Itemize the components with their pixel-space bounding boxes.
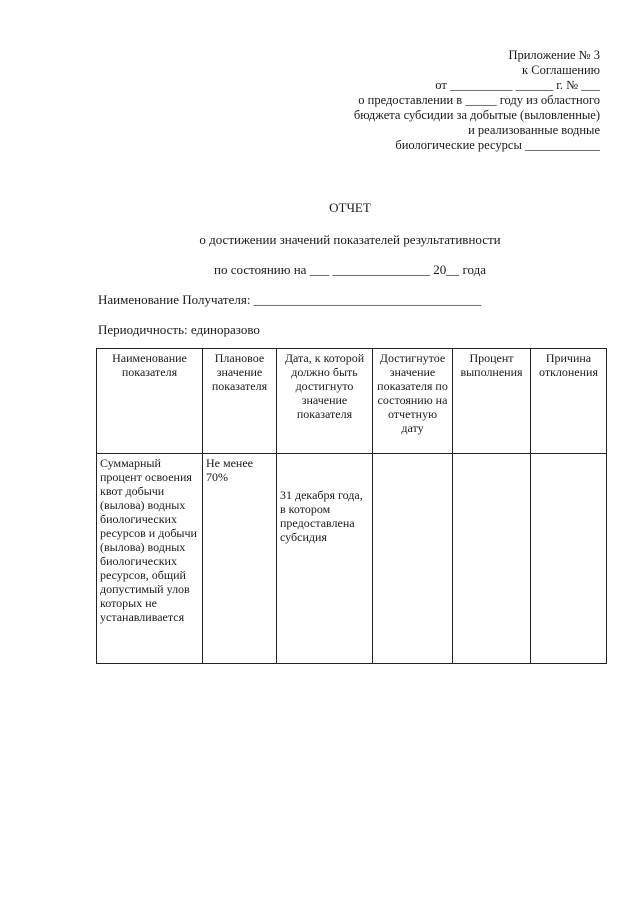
header-line: Приложение № 3 xyxy=(508,48,600,62)
header-line: и реализованные водные xyxy=(468,123,600,137)
cell-planned-value: Не менее 70% xyxy=(203,454,277,664)
cell-target-date xyxy=(277,454,373,664)
report-as-of-date: по состоянию на ___ _______________ 20__ года xyxy=(214,262,486,277)
indicators-table xyxy=(96,348,607,664)
report-title: ОТЧЕТ xyxy=(329,200,371,215)
column-header-planned-value: Плановое значение показателя xyxy=(203,349,277,454)
cell-deviation-reason xyxy=(531,454,607,664)
table-row xyxy=(97,454,607,664)
header-line: к Соглашению xyxy=(522,63,600,77)
target-date-text: 31 декабря года, в котором предоставлена субсидия xyxy=(280,488,363,544)
report-subtitle: о достижении значений показателей результативности xyxy=(199,232,501,247)
cell-indicator-name: Суммарный процент освоения квот добычи (вылова) водных биологических ресурсов и добычи (вылова) водных биологических ресурсов, общий допустимый улов которых не устанавливается xyxy=(97,454,203,664)
column-header-achieved-value: Достигнутое значение показателя по состоянию на отчетную дату xyxy=(373,349,453,454)
recipient-name-line: Наименование Получателя: ___________________________________ xyxy=(98,292,482,307)
cell-completion-percent xyxy=(453,454,531,664)
column-header-target-date: Дата, к которой должно быть достигнуто значение показателя xyxy=(277,349,373,454)
column-header-completion-percent: Процент выполнения xyxy=(453,349,531,454)
column-header-indicator-name: Наименование показателя xyxy=(97,349,203,454)
appendix-header xyxy=(280,48,600,153)
table-header-row xyxy=(97,349,607,454)
column-header-deviation-reason: Причина отклонения xyxy=(531,349,607,454)
header-line: о предоставлении в _____ году из областного xyxy=(358,93,600,107)
header-line: от __________ ______ г. № ___ xyxy=(435,78,600,92)
cell-achieved-value xyxy=(373,454,453,664)
periodicity-line: Периодичность: единоразово xyxy=(98,322,260,337)
header-line: бюджета субсидии за добытые (выловленные) xyxy=(353,108,600,122)
header-line: биологические ресурсы ____________ xyxy=(395,138,600,152)
